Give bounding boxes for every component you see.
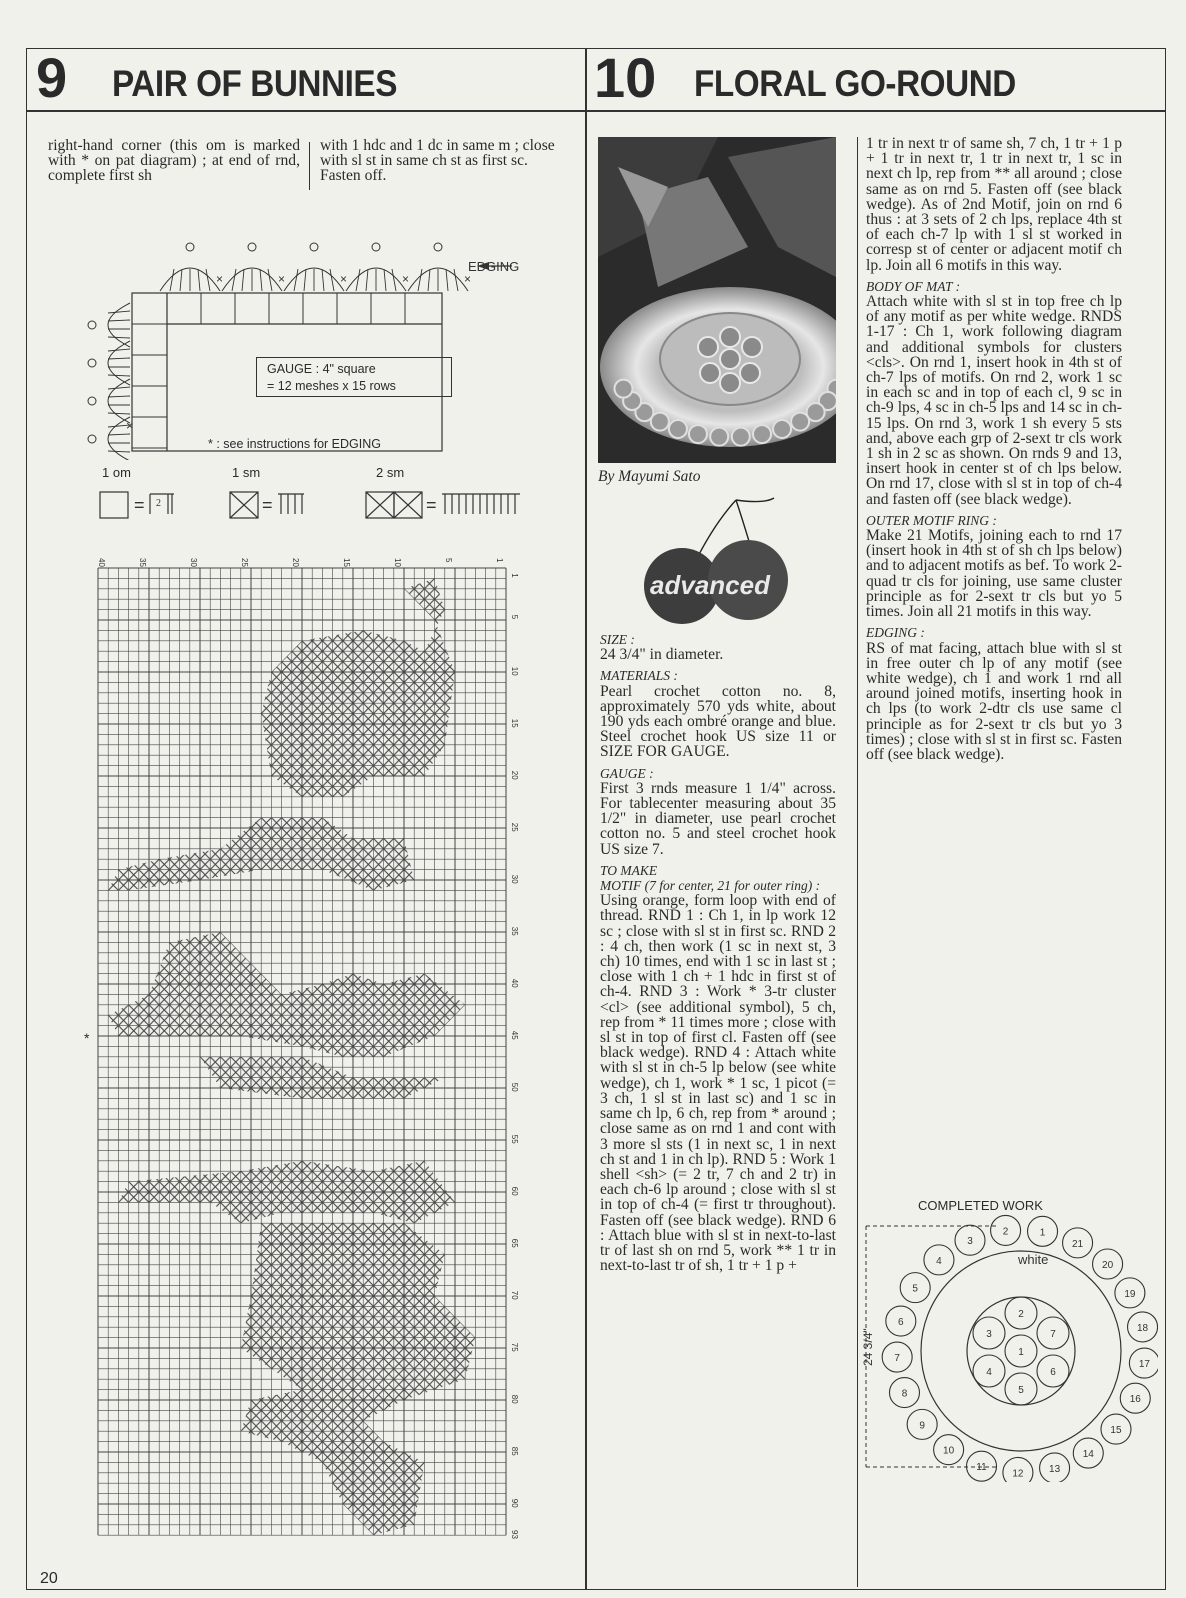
svg-text:5: 5 [510, 614, 519, 620]
pattern-10-header [586, 48, 1166, 112]
svg-text:20: 20 [290, 558, 300, 567]
svg-text:7: 7 [894, 1353, 900, 1365]
start-marker: * [84, 1030, 90, 1046]
svg-text:35: 35 [510, 926, 519, 936]
svg-text:15: 15 [341, 558, 351, 567]
size-text: 24 3/4" in diameter. [600, 646, 724, 664]
svg-text:8: 8 [901, 1388, 908, 1400]
svg-text:×: × [464, 272, 472, 286]
svg-text:7: 7 [1050, 1329, 1056, 1340]
svg-text:30: 30 [188, 558, 198, 567]
svg-text:=: = [262, 495, 273, 515]
completed-work-diagram [858, 1212, 1158, 1482]
edging-label-right: EDGING : [866, 625, 925, 641]
svg-text:5: 5 [912, 1283, 918, 1295]
svg-text:75: 75 [510, 1342, 519, 1352]
svg-text:13: 13 [1049, 1463, 1061, 1475]
svg-text:16: 16 [1129, 1394, 1141, 1406]
stitch-legend [98, 484, 538, 524]
size-label: SIZE : [600, 632, 635, 647]
motif-text: Using orange, form loop with end of thread. RND 1 : Ch 1, in lp work 12 sc ; close with sl st in first sc. RND 2 : 4 ch, then work (1 sc in next st, 3 ch) 10 times, end with 1 sc in last st ; close with 1 ch + 1 hdc in first st of ch-4. RND 3 : Work * 3-tr cluster <cl> (see additional symbol), 5 ch, rep from * 11 times more ; close with sl st in top of first cl. Fasten off (see black wedge). RND 4 : Attach white with sl st in ch-5 lp below (see white wedge), ch 1, work * 1 sc, 1 picot (= 3 ch, 1 sl st in last sc) and 1 sc in same ch lp, 6 ch, rep from * around ; close same as on rnd 1 and cont with 3 more sl sts (1 in next sc, 1 in next ch st and 1 in ch lp). RND 5 : Work 1 shell <sh> (= 2 tr, 7 ch and 2 tr) in each ch-6 lp around ; close with sl st in top of ch-4 (= first tr throughout). Fasten off (see black wedge). RND 6 : Attach blue with sl st in next-to-last tr of last sh on rnd 5, work ** 1 tr in next-to-last tr of sh, 1 tr + 1 p + [600, 892, 836, 1275]
pattern-number: 10 [594, 46, 657, 109]
svg-text:2: 2 [156, 498, 161, 509]
svg-text:30: 30 [510, 874, 519, 884]
white-label: white [1018, 1252, 1049, 1267]
intro-text-col2: with 1 hdc and 1 dc in same m ; close with sl st in same ch st as first sc. Fasten off. [320, 137, 555, 185]
legend-om-label: 1 om [102, 465, 131, 480]
doily-photo [598, 137, 836, 463]
svg-text:85: 85 [510, 1446, 519, 1456]
motif-label: MOTIF (7 for center, 21 for outer ring) : [600, 878, 821, 894]
pattern-number: 9 [36, 46, 68, 109]
svg-text:45: 45 [510, 1030, 519, 1040]
svg-text:4: 4 [986, 1367, 992, 1378]
pattern-title: PAIR OF BUNNIES [112, 63, 397, 104]
motif-shape [261, 578, 455, 796]
svg-text:17: 17 [1138, 1359, 1150, 1371]
svg-text:1: 1 [510, 573, 519, 578]
motif-continued: 1 tr in next tr of same sh, 7 ch, 1 tr + 1 p + 1 tr in next tr, 1 tr in next tr, 1 sc in next ch lp, rep from ** all around ; close same as on rnd 5. Fasten off (see black wedge). As of 2nd Motif, join on rnd 6 thus : at 3 sets of 2 ch lps, replace 4th st of each ch-7 lp with 1 sl st worked in corresp st of center or adjacent motif ch lp. Join all 6 motifs in this way. [866, 135, 1122, 274]
body-text: Attach white with sl st in top free ch lp of any motif as per white wedge. RNDS 1-17 : Ch 1, work following diagram and additional symbols for clusters <cls>. On rnd 1, insert hook in 4th st of ch-7 lps of motifs. On rnd 2, work 1 sc in each sc and in top of each cl, 9 sc in ch-9 lps, 4 sc in ch-5 lps and 14 sc in ch-15 lps. On rnd 3, work 1 sh every 5 sts and, above each grp of 2-sext tr cls work 1 sh in 2 sc as shown. On rnds 9 and 13, insert hook in center st of ch lps below. On rnd 17, close with sl st in top of ch-4 and fasten off (see black wedge). [866, 293, 1122, 508]
pattern-title: FLORAL GO-ROUND [694, 63, 1016, 104]
svg-text:×: × [126, 418, 134, 433]
svg-text:50: 50 [510, 1082, 519, 1092]
gauge-label: GAUGE : [600, 765, 654, 781]
legend-sm-label: 1 sm [232, 465, 261, 480]
svg-text:10: 10 [392, 558, 402, 567]
svg-text:1: 1 [1039, 1227, 1046, 1239]
pattern-9-header [26, 48, 586, 112]
body-label: BODY OF MAT : [866, 278, 961, 294]
svg-text:×: × [278, 272, 286, 286]
edging-text: RS of mat facing, attach blue with sl st in free outer ch lp of any motif (see white wedge), ch 1 and work 1 rnd all around joined motifs, inserting hook in ch lps (to work 2-dtr cls use same cl principle as for 2-sext tr cls but yo 3 times) ; close with sl st in first sc. Fasten off (see black wedge). [866, 639, 1122, 763]
svg-text:93: 93 [510, 1530, 519, 1539]
outer-ring-text: Make 21 Motifs, joining each to rnd 17 (insert hook in 4th st of sh ch lps below) and to adjacent motifs as bef. To work 2-quad tr cls for joining, use same cluster principle as for 2-sext tr cls but yo 5 times. Join all 21 motifs in this way. [866, 527, 1122, 621]
svg-text:5: 5 [1018, 1385, 1024, 1396]
svg-text:2: 2 [1018, 1309, 1024, 1320]
edging-note: * : see instructions for EDGING [208, 437, 381, 451]
svg-text:20: 20 [510, 770, 519, 780]
svg-text:25: 25 [510, 822, 519, 832]
outer-ring-label: OUTER MOTIF RING : [866, 512, 997, 528]
svg-text:21: 21 [1072, 1238, 1084, 1250]
gauge-text: First 3 rnds measure 1 1/4" across. For tablecenter measuring about 35 1/2" in diameter, use pearl crochet cotton no. 5 and steel crochet hook US size 7. [600, 779, 836, 858]
svg-text:15: 15 [510, 718, 519, 728]
svg-text:1: 1 [1018, 1347, 1024, 1358]
column-divider [585, 48, 587, 1590]
svg-text:3: 3 [967, 1236, 973, 1248]
svg-text:6: 6 [898, 1317, 904, 1329]
completed-work-label: COMPLETED WORK [918, 1198, 1043, 1213]
svg-text:40: 40 [97, 558, 107, 567]
to-make-label: TO MAKE [600, 862, 658, 878]
difficulty-badge [624, 494, 800, 624]
svg-text:×: × [402, 272, 410, 286]
svg-text:20: 20 [1102, 1260, 1114, 1272]
svg-text:2: 2 [1002, 1226, 1009, 1238]
svg-text:10: 10 [943, 1445, 955, 1457]
svg-text:15: 15 [1110, 1425, 1122, 1437]
intro-text-col1: right-hand corner (this om is marked with * on pat diagram) ; at end of rnd, complete first sh [48, 137, 300, 185]
svg-text:=: = [426, 495, 437, 515]
svg-text:9: 9 [919, 1420, 925, 1432]
svg-text:35: 35 [137, 558, 147, 567]
svg-text:6: 6 [1050, 1367, 1056, 1378]
svg-text:90: 90 [510, 1498, 519, 1508]
materials-label: MATERIALS : [600, 668, 678, 684]
svg-text:25: 25 [239, 558, 249, 567]
edging-diagram [80, 235, 580, 460]
right-column-1 [600, 632, 836, 1273]
svg-text:5: 5 [443, 558, 453, 563]
svg-text:×: × [340, 272, 348, 286]
gauge-line2: = 12 meshes x 15 rows [267, 379, 396, 393]
svg-text:10: 10 [510, 666, 519, 676]
svg-text:14: 14 [1082, 1449, 1094, 1461]
svg-text:60: 60 [510, 1186, 519, 1196]
byline: By Mayumi Sato [598, 468, 701, 485]
gauge-line1: GAUGE : 4" square [267, 362, 376, 376]
svg-text:55: 55 [510, 1134, 519, 1144]
svg-text:19: 19 [1124, 1288, 1136, 1300]
diameter-label: 24 3/4" [861, 1328, 875, 1366]
gauge-box [256, 357, 452, 397]
intro-divider [309, 142, 310, 190]
svg-text:65: 65 [510, 1238, 519, 1248]
svg-text:18: 18 [1136, 1322, 1149, 1334]
svg-text:×: × [216, 272, 224, 286]
svg-text:40: 40 [510, 978, 519, 988]
badge-text: advanced [650, 570, 770, 600]
svg-text:4: 4 [936, 1255, 942, 1267]
svg-text:12: 12 [1012, 1468, 1024, 1480]
page-number: 20 [40, 1570, 58, 1587]
svg-text:80: 80 [510, 1394, 519, 1404]
legend-2sm-label: 2 sm [376, 465, 405, 480]
materials-text: Pearl crochet cotton no. 8, approximately 570 yds white, about 190 yds each ombré orange and blue. Steel crochet hook US size 11 or SIZE FOR GAUGE. [600, 682, 836, 761]
svg-text:1: 1 [494, 558, 504, 563]
svg-text:=: = [134, 495, 145, 515]
svg-text:70: 70 [510, 1290, 519, 1300]
svg-text:3: 3 [986, 1329, 992, 1340]
filet-chart [96, 548, 526, 1560]
edging-label: EDGING [468, 259, 520, 274]
right-column-2 [866, 136, 1122, 762]
svg-text:11: 11 [976, 1462, 987, 1474]
